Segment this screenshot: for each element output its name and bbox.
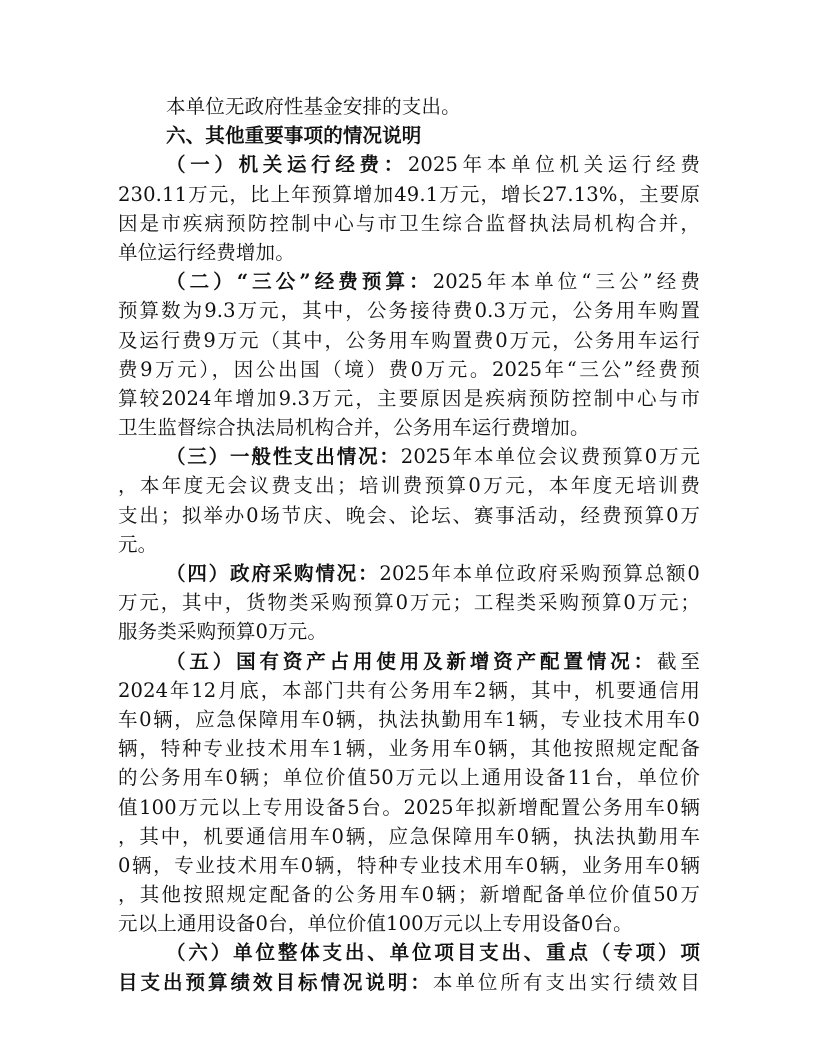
text-line	[118, 559, 700, 588]
text-line	[118, 588, 700, 617]
text-line	[118, 763, 700, 792]
bold-lead-text: 目支出预算绩效目标情况说明：	[118, 970, 433, 994]
bold-lead-text: （六）单位整体支出、单位项目支出、重点（专项）项	[166, 941, 700, 965]
body-text: ，本年度无会议费支出；培训费预算0万元，本年度无培训费	[118, 474, 700, 498]
text-line	[118, 92, 700, 121]
section-heading	[118, 121, 700, 150]
text-line	[118, 851, 700, 880]
text-line	[118, 938, 700, 967]
text-line	[118, 822, 700, 851]
text-line	[118, 617, 700, 646]
bold-lead-text: （一）机关运行经费：	[166, 153, 408, 177]
body-text: 截至	[656, 649, 700, 673]
text-line	[118, 880, 700, 909]
body-text: 车0辆，应急保障用车0辆，执法执勤用车1辆，专业技术用车0	[118, 707, 700, 731]
text-line	[118, 909, 700, 938]
body-text: 支出；拟举办0场节庆、晚会、论坛、赛事活动，经费预算0万	[118, 503, 700, 527]
text-line	[118, 647, 700, 676]
text-line	[118, 238, 700, 267]
body-text: 单位运行经费增加。	[118, 240, 295, 264]
body-text: ，其他按照规定配备的公务用车0辆；新增配备单位价值50万	[118, 883, 700, 907]
text-line	[118, 180, 700, 209]
bold-lead-text: （四）政府采购情况：	[166, 562, 380, 585]
body-text: 2025年本单位“三公”经费	[432, 270, 700, 294]
body-text: 2025年本单位政府采购预算总额0	[379, 562, 700, 585]
body-text: 本单位所有支出实行绩效目	[432, 970, 700, 994]
text-line	[118, 676, 700, 705]
body-text: 本单位无政府性基金安排的支出。	[166, 95, 461, 118]
text-line	[118, 793, 700, 822]
body-text: 值100万元以上专用设备5台。2025年拟新增配置公务用车0辆	[118, 795, 700, 819]
body-text: 的公务用车0辆；单位价值50万元以上通用设备11台，单位价	[118, 766, 700, 790]
text-line	[118, 968, 700, 997]
text-line	[118, 734, 700, 763]
text-line	[118, 705, 700, 734]
text-line	[118, 471, 700, 500]
text-line	[118, 296, 700, 325]
body-text: 算较2024年增加9.3万元，主要原因是疾病预防控制中心与市	[118, 386, 700, 410]
text-line	[118, 267, 700, 296]
bold-lead-text: （三）一般性支出情况：	[166, 445, 401, 469]
text-line	[118, 501, 700, 530]
body-text: 辆，特种专业技术用车1辆，业务用车0辆，其他按照规定配备	[118, 737, 700, 761]
body-text: 服务类采购预算0万元。	[118, 620, 328, 644]
text-line	[118, 326, 700, 355]
body-text: 230.11万元，比上年预算增加49.1万元，增长27.13%，主要原	[118, 182, 700, 206]
text-line	[118, 384, 700, 413]
body-text: 元。	[118, 532, 158, 556]
body-text: 0辆，专业技术用车0辆，特种专业技术用车0辆，业务用车0辆	[118, 853, 700, 877]
body-text: 万元，其中，货物类采购预算0万元；工程类采购预算0万元；	[118, 591, 700, 615]
body-text: 因是市疾病预防控制中心与市卫生综合监督执法局机构合并，	[118, 211, 700, 235]
body-text: 2025年本单位会议费预算0万元	[400, 445, 700, 469]
text-line	[118, 442, 700, 471]
bold-lead-text: （二）“三公”经费预算：	[166, 270, 433, 294]
body-text: ，其中，机要通信用车0辆，应急保障用车0辆，执法执勤用车	[118, 824, 700, 848]
bold-lead-text: 六、其他重要事项的情况说明	[166, 124, 422, 148]
body-text: 及运行费9万元（其中，公务用车购置费0万元，公务用车运行	[118, 328, 700, 352]
text-line	[118, 530, 700, 559]
text-line	[118, 355, 700, 384]
body-text: 卫生监督综合执法局机构合并，公务用车运行费增加。	[118, 416, 590, 440]
body-text: 费9万元），因公出国（境）费0万元。2025年“三公”经费预	[118, 357, 700, 381]
body-text: 元以上通用设备0台，单位价值100万元以上专用设备0台。	[118, 912, 633, 936]
bold-lead-text: （五）国有资产占用使用及新增资产配置情况：	[166, 649, 657, 673]
text-line	[118, 150, 700, 179]
body-text: 2024年12月底，本部门共有公务用车2辆，其中，机要通信用	[118, 678, 700, 702]
text-line	[118, 209, 700, 238]
body-text: 2025年本单位机关运行经费	[407, 153, 700, 177]
body-text: 预算数为9.3万元，其中，公务接待费0.3万元，公务用车购置	[118, 299, 700, 323]
text-line	[118, 413, 700, 442]
document-body	[118, 92, 700, 997]
